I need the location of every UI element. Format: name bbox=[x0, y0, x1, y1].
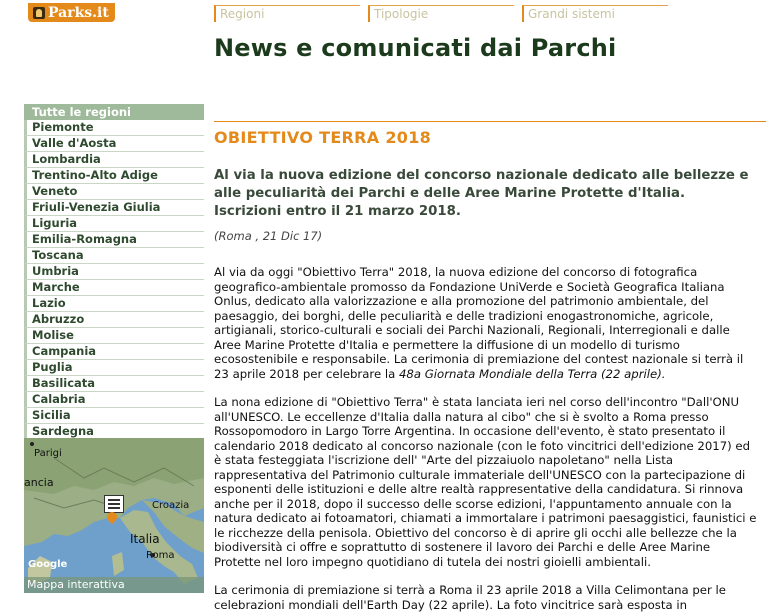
sidebar-item-sicilia[interactable]: Sicilia bbox=[24, 408, 204, 424]
paragraph-1-emphasis: 48a Giornata Mondiale della Terra (22 aprile). bbox=[398, 366, 666, 381]
article-paragraph-2: La nona edizione di "Obiettivo Terra" è stata lanciata ieri nel corso dell'incontro "Dall'ONU all'UNESCO. Le eccellenze d'Italia dalla natura al cibo" che si è svolto a Roma presso Rossopomodoro in Largo Torre Argentina. In occasione dell'evento, è stato presentato il calendario 2018 dedicato al concorso nazionale (con le foto vincitrici dell'edizione 2017) ed è stata festeggiata l'iscrizione dell' "Arte del pizzaiuolo napoletano" nella Lista rappresentativa del Patrimonio culturale immateriale dell'UNESCO con la partecipazione di esponenti delle istituzioni e delle altre realtà rappresentative della candidatura. Si rinnova anche per il 2018, dopo il successo delle scorse edizioni, l'appuntamento annuale con la natura dedicato ai fotoamatori, chiamati a immortalare i patrimoni paesaggistici, faunistici e le ricchezze della penisola. Obiettivo del concorso è di aprire gli occhi alle bellezze che la biodiversità ci offre e soprattutto di sostenere il lavoro dei Parchi e delle Aree Marine Protette nel loro impegno quotidiano di tutela dei nostri gioielli ambientali. bbox=[214, 395, 757, 569]
top-bar bbox=[0, 0, 766, 22]
sidebar-item-lombardia[interactable]: Lombardia bbox=[24, 152, 204, 168]
regions-sidebar bbox=[24, 104, 204, 440]
sidebar-item-abruzzo[interactable]: Abruzzo bbox=[24, 312, 204, 328]
article-dateline: (Roma , 21 Dic 17) bbox=[214, 229, 323, 243]
article bbox=[214, 121, 766, 612]
map-label-francia: ancia bbox=[24, 476, 54, 489]
sidebar-item-toscana[interactable]: Toscana bbox=[24, 248, 204, 264]
sidebar-item-friuli-venezia-giulia[interactable]: Friuli-Venezia Giulia bbox=[24, 200, 204, 216]
sidebar-item-piemonte[interactable]: Piemonte bbox=[24, 120, 204, 136]
sidebar-item-veneto[interactable]: Veneto bbox=[24, 184, 204, 200]
title-divider bbox=[214, 121, 766, 122]
map-caption[interactable]: Mappa interattiva bbox=[24, 577, 204, 593]
sidebar-item-sardegna[interactable]: Sardegna bbox=[24, 424, 204, 440]
map-label-parigi: Parigi bbox=[34, 448, 62, 459]
article-paragraph-3: La cerimonia di premiazione si terrà a Roma il 23 aprile 2018 a Villa Celimontana per le celebrazioni mondiali dell'Earth Day (22 aprile). La foto vincitrice sarà esposta in bbox=[214, 583, 726, 612]
map-label-roma: Roma bbox=[146, 550, 175, 561]
sidebar-item-trentino-alto-adige[interactable]: Trentino-Alto Adige bbox=[24, 168, 204, 184]
nav-tipologie[interactable]: Tipologie bbox=[368, 5, 514, 22]
sidebar-item-emilia-romagna[interactable]: Emilia-Romagna bbox=[24, 232, 204, 248]
sidebar-item-umbria[interactable]: Umbria bbox=[24, 264, 204, 280]
map-label-croazia: Croazia bbox=[152, 500, 190, 511]
parks-logo[interactable] bbox=[28, 3, 115, 22]
sidebar-header-all-regions[interactable]: Tutte le regioni bbox=[24, 104, 204, 120]
sidebar-item-puglia[interactable]: Puglia bbox=[24, 360, 204, 376]
sidebar-item-basilicata[interactable]: Basilicata bbox=[24, 376, 204, 392]
nav-regioni[interactable]: Regioni bbox=[214, 5, 360, 22]
logo-text: Parks.it bbox=[48, 4, 109, 21]
nav-grandi-sistemi[interactable]: Grandi sistemi bbox=[522, 5, 668, 22]
sidebar-item-campania[interactable]: Campania bbox=[24, 344, 204, 360]
article-lead: Al via la nuova edizione del concorso nazionale dedicato alle bellezze e alle peculiarità dei Parchi e delle Aree Marine Protette d'Italia. Iscrizioni entro il 21 marzo 2018. bbox=[214, 168, 749, 219]
news-marker-icon[interactable] bbox=[104, 495, 124, 513]
paragraph-1-text: Al via da oggi "Obiettivo Terra" 2018, la nuova edizione del concorso di fotografica geografico-ambientale promosso da Fondazione UniVerde e Società Geografica Italiana Onlus, dedicato alla valorizzazione e alla promozione del patrimonio ambientale, del paesaggio, dei borghi, delle peculiarità e delle tradizioni enogastronomiche, agricole, artigianali, storico-culturali e sociali dei Parchi Nazionali, Regionali, Interregionali e dalle Aree Marine Protette d'Italia e permettere la diffusione di un modello di turismo ecosostenibile e responsabile. La cerimonia di premiazione del contest nazionale si terrà il 23 aprile 2018 per celebrare la bbox=[214, 265, 744, 381]
article-paragraph-1 bbox=[214, 265, 759, 381]
sidebar-item-liguria[interactable]: Liguria bbox=[24, 216, 204, 232]
sidebar-item-lazio[interactable]: Lazio bbox=[24, 296, 204, 312]
map-label-italia: Italia bbox=[130, 532, 160, 546]
sidebar-item-molise[interactable]: Molise bbox=[24, 328, 204, 344]
page-title: News e comunicati dai Parchi bbox=[214, 34, 617, 62]
interactive-map[interactable] bbox=[24, 438, 204, 593]
sidebar-item-calabria[interactable]: Calabria bbox=[24, 392, 204, 408]
parks-logo-icon bbox=[33, 7, 45, 19]
article-title: OBIETTIVO TERRA 2018 bbox=[214, 128, 432, 147]
sidebar-item-valle-d-aosta[interactable]: Valle d'Aosta bbox=[24, 136, 204, 152]
map-label-google: Google bbox=[28, 559, 68, 570]
sidebar-item-marche[interactable]: Marche bbox=[24, 280, 204, 296]
